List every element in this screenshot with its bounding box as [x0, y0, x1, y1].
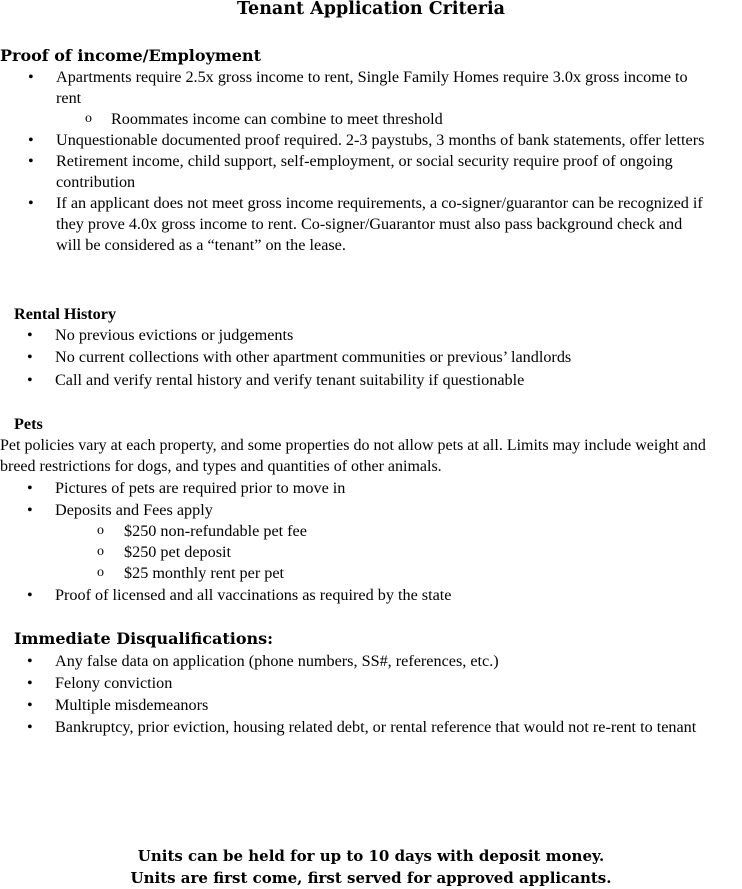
section-pets [0, 414, 742, 606]
income-subitem-roommates: o Roommates income can combine to meet threshold [0, 109, 706, 130]
disq-item-misdemeanors: • Multiple misdemeanors [0, 695, 742, 716]
disq-list [0, 651, 742, 738]
income-item-ratio [0, 67, 706, 130]
section-disqualifications [14, 628, 742, 738]
rental-item-verify: • Call and verify rental history and verify tenant suitability if questionable [0, 370, 742, 391]
pets-heading: Pets [14, 415, 43, 433]
disq-item-bankruptcy: • Bankruptcy, prior eviction, housing related debt, or rental reference that would not re-rent to tenant [0, 717, 735, 738]
rental-list [0, 325, 742, 391]
pets-fee-monthly: o $25 monthly rent per pet [0, 563, 742, 584]
pets-item-deposits-text: Deposits and Fees apply [55, 501, 213, 519]
rental-heading: Rental History [14, 305, 117, 323]
income-item-cosigner: • If an applicant does not meet gross income requirements, a co-signer/guarantor can be recognized if they prove 4.0x gross income to rent. Co-signer/Guarantor must also pass background check and will be considered as a “tenant” on the lease. [0, 193, 706, 256]
pets-item-pictures: • Pictures of pets are required prior to move in [0, 478, 742, 499]
pets-item-deposits [0, 500, 742, 584]
disq-heading: Immediate Disqualifications: [14, 629, 274, 648]
income-item-proof: • Unquestionable documented proof required. 2-3 paystubs, 3 months of bank statements, offer letters [0, 130, 742, 151]
disq-item-felony: • Felony conviction [0, 673, 742, 694]
income-list [0, 67, 742, 256]
page-title: Tenant Application Criteria [237, 0, 505, 19]
income-heading: Proof of income/Employment [0, 46, 261, 65]
income-item-retirement: • Retirement income, child support, self-employment, or social security require proof of ongoing contribution [0, 151, 706, 193]
footer-first-come-note: Units are first come, first served for approved applicants. [130, 869, 612, 887]
footer-hold-note: Units can be held for up to 10 days with deposit money. [137, 847, 605, 865]
pets-item-vaccinations: • Proof of licensed and all vaccinations as required by the state [0, 585, 742, 606]
section-rental [14, 304, 742, 391]
pets-paragraph: Pet policies vary at each property, and some properties do not allow pets at all. Limits may include weight and breed restrictions for dogs, and types and quantities of other animals. [0, 437, 706, 475]
disq-item-false-data: • Any false data on application (phone numbers, SS#, references, etc.) [0, 651, 742, 672]
rental-item-evictions: • No previous evictions or judgements [0, 325, 742, 346]
pets-list [0, 478, 742, 606]
pets-fee-nonrefundable: o $250 non-refundable pet fee [0, 521, 742, 542]
pets-fees-list [0, 521, 742, 584]
section-income [0, 45, 742, 256]
rental-item-collections: • No current collections with other apartment communities or previous’ landlords [0, 347, 742, 368]
income-item-ratio-text: Apartments require 2.5x gross income to rent, Single Family Homes require 3.0x gross income to rent [56, 68, 688, 107]
income-sublist [0, 109, 706, 130]
pets-fee-deposit: o $250 pet deposit [0, 542, 742, 563]
